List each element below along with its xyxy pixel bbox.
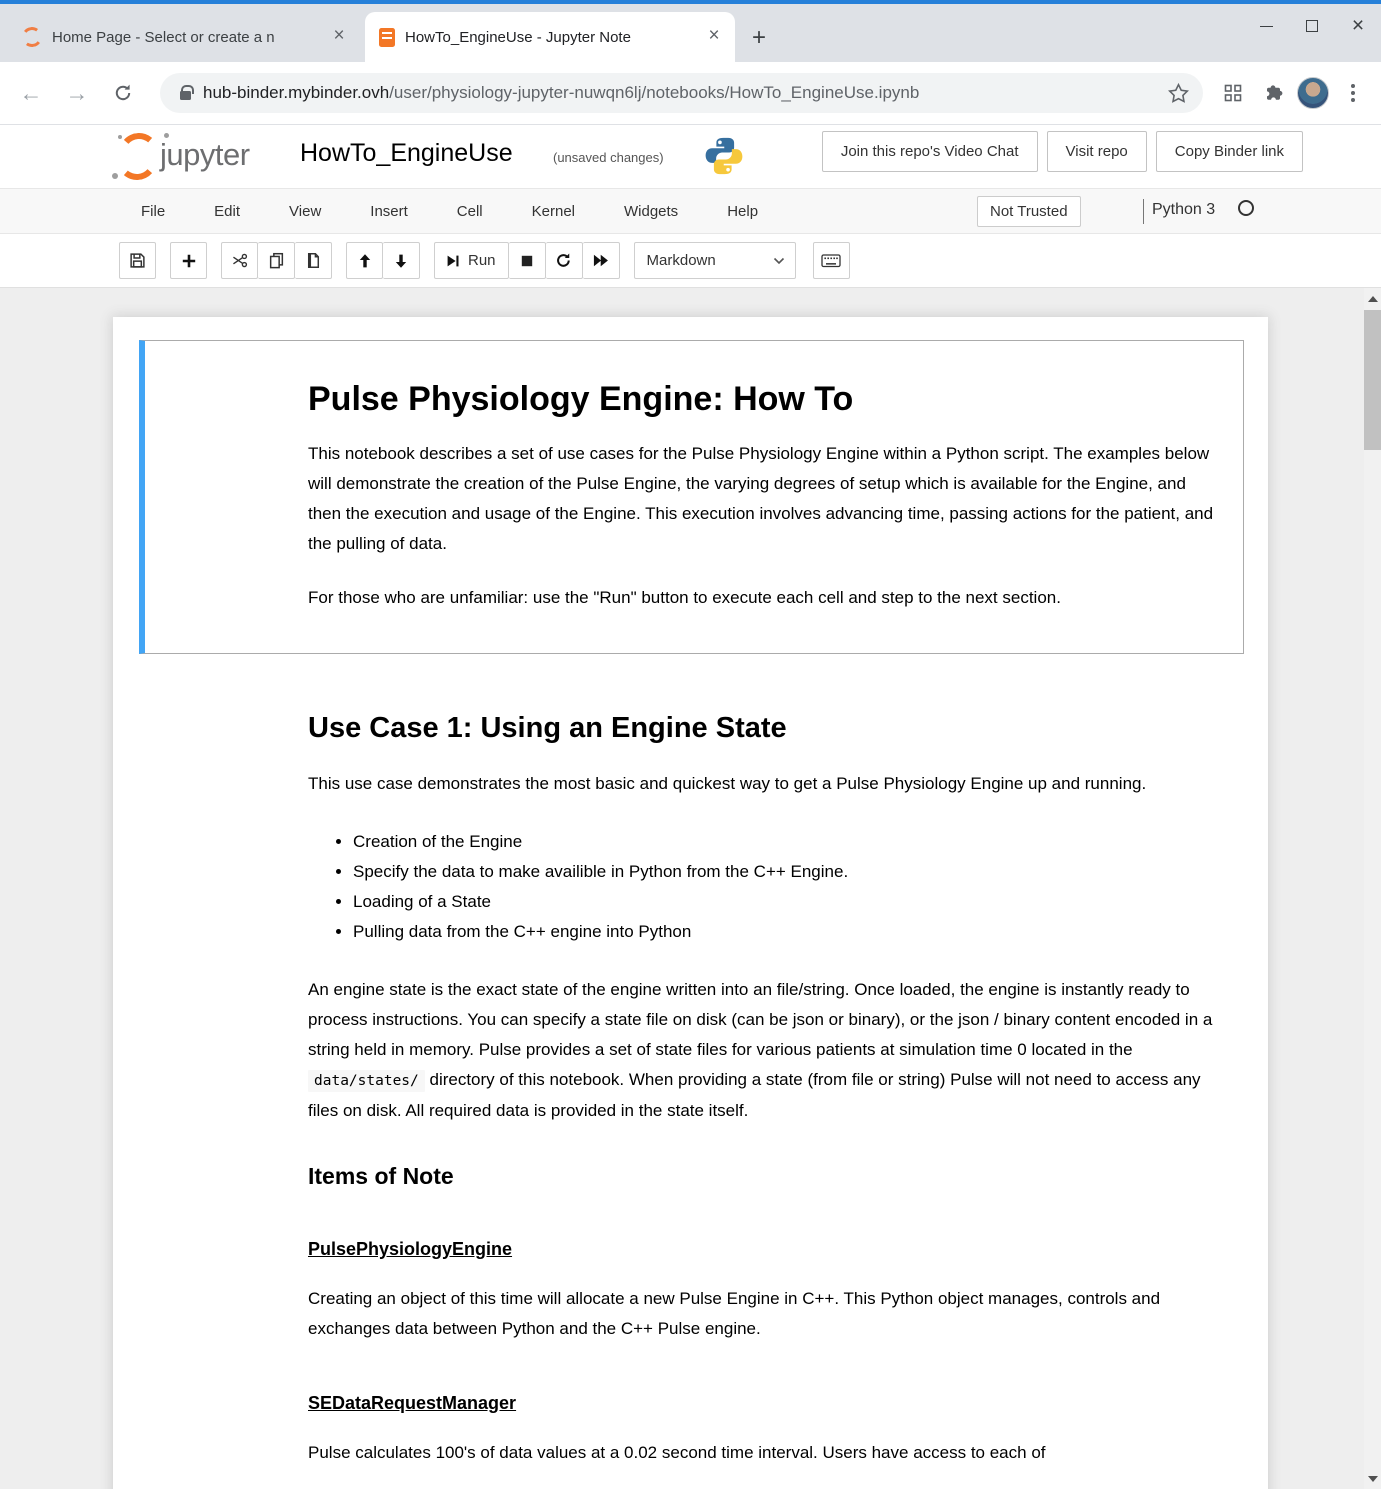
header-buttons [822, 131, 1303, 172]
forward-button[interactable] [57, 73, 97, 113]
move-cell-up-button[interactable] [346, 242, 383, 279]
run-button[interactable]: Run [434, 242, 509, 279]
tab-home-page[interactable] [8, 12, 360, 62]
address-bar[interactable] [160, 73, 1203, 113]
tab-notebook[interactable] [365, 12, 735, 62]
menu-edit[interactable]: Edit [214, 202, 241, 220]
cut-icon [231, 252, 248, 269]
item-heading: PulsePhysiologyEngine [308, 1239, 513, 1259]
extension-puzzle-icon [1263, 83, 1283, 103]
close-button[interactable] [1335, 4, 1381, 48]
tab-close-icon[interactable]: × [333, 25, 345, 46]
paragraph: Creating an object of this time will allocate a new Pulse Engine in C++. This Python object manages, controls and exchanges data between Python and the C++ Pulse engine. [308, 1289, 1161, 1338]
apps-grid-icon [1223, 83, 1243, 103]
scroll-down-icon [1368, 1476, 1378, 1482]
apps-grid-button[interactable] [1213, 73, 1253, 113]
copy-icon [268, 252, 285, 269]
back-icon: ← [19, 79, 43, 106]
notebook-h1: Pulse Physiology Engine: How To [308, 380, 854, 418]
notebook-title[interactable]: HowTo_EngineUse [300, 139, 513, 167]
paragraph: For those who are unfamiliar: use the "Run" button to execute each cell and step to the next section. [308, 588, 1061, 607]
tab-title: Home Page - Select or create a n [52, 29, 322, 46]
visit-repo-button[interactable]: Visit repo [1047, 131, 1147, 172]
move-cell-down-button[interactable] [383, 242, 420, 279]
save-icon [129, 252, 146, 269]
menu-kernel[interactable]: Kernel [531, 202, 575, 220]
rendered-markdown [145, 341, 1243, 653]
save-button[interactable] [119, 242, 156, 279]
command-palette-button[interactable] [813, 242, 850, 279]
notebook-toolbar [0, 234, 1381, 288]
menu-dots-icon [1351, 84, 1355, 102]
jupyter-wordmark[interactable]: jupyter [160, 137, 250, 172]
markdown-cell-intro[interactable] [139, 340, 1244, 654]
section-heading: Use Case 1: Using an Engine State [308, 712, 787, 744]
menu-help[interactable]: Help [727, 202, 759, 220]
not-trusted-button[interactable]: Not Trusted [977, 196, 1081, 227]
kernel-status-icon [1238, 200, 1254, 216]
browser-toolbar [0, 62, 1381, 125]
notebook-area [0, 288, 1381, 1489]
profile-avatar [1297, 77, 1329, 109]
paragraph: Pulse calculates 100's of data values at a 0.02 second time interval. Users have access to each of [308, 1443, 1046, 1462]
keyboard-icon [821, 252, 841, 269]
paragraph: This use case demonstrates the most basic and quickest way to get a Pulse Physiology Engine up and running. [308, 774, 1147, 793]
scroll-up-icon [1368, 296, 1378, 302]
chevron-down-icon [773, 257, 785, 265]
browser-menu-button[interactable] [1333, 73, 1373, 113]
inline-code: data/states/ [308, 1070, 425, 1092]
lock-icon[interactable] [180, 91, 191, 100]
list-item: • Loading of a State [353, 887, 1223, 917]
interrupt-kernel-button[interactable] [509, 242, 546, 279]
maximize-icon [1306, 20, 1318, 32]
bookmark-star-button[interactable] [1168, 83, 1189, 104]
paragraph: This notebook describes a set of use cases for the Pulse Physiology Engine within a Python script. The examples below will demonstrate the creation of the Pulse Engine, the varying degrees of setup which is available for the Engine, and then the execution and usage of the Engine. This execution involves advancing time, passing actions for the patient, and the pulling of data. [308, 444, 1214, 553]
menu-insert[interactable]: Insert [370, 202, 408, 220]
forward-icon: → [65, 79, 89, 106]
reload-icon [113, 83, 133, 103]
paste-cell-button[interactable] [295, 242, 332, 279]
run-all-icon [592, 252, 609, 269]
tab-strip [0, 4, 1381, 62]
save-status: (unsaved changes) [553, 150, 664, 165]
notebook-favicon-icon [379, 28, 395, 47]
copy-cell-button[interactable] [258, 242, 295, 279]
run-icon [445, 253, 461, 269]
restart-kernel-button[interactable] [546, 242, 583, 279]
tab-close-icon[interactable]: × [708, 25, 720, 46]
menu-view[interactable]: View [289, 202, 322, 220]
move-down-icon [393, 253, 409, 269]
page-scrollbar[interactable] [1364, 288, 1381, 1489]
subsection-heading: Items of Note [308, 1163, 454, 1189]
paragraph: An engine state is the exact state of the engine written into an file/string. Once loaded, the engine is instantly ready to process instructions. You can specify a state file on disk (can be json or binary), or the json / binary content encoded in a string held in memory. Pulse provides a set of state files for various patients at simulation time 0 located in the data/states/ directory of this notebook. When providing a state (from file or string) Pulse will not need to access any files on disk. All required data is provided in the state itself. [308, 980, 1213, 1120]
new-tab-button[interactable]: + [751, 24, 766, 51]
list-item: • Pulling data from the C++ engine into Python [353, 917, 1223, 947]
menu-widgets[interactable]: Widgets [624, 202, 679, 220]
jupyter-header [0, 125, 1381, 188]
move-up-icon [357, 253, 373, 269]
browser-actions [1213, 73, 1373, 113]
star-icon [1168, 83, 1189, 104]
tab-title: HowTo_EngineUse - Jupyter Note [405, 29, 697, 46]
list-item: • Creation of the Engine [353, 827, 1223, 857]
scroll-down-button[interactable] [1364, 1470, 1381, 1487]
maximize-button[interactable] [1289, 4, 1335, 48]
back-button[interactable] [11, 73, 51, 113]
notebook-page [113, 317, 1268, 1489]
close-icon: × [1351, 14, 1365, 37]
reload-button[interactable] [103, 73, 143, 113]
kernel-name: Python 3 [1152, 201, 1216, 218]
restart-icon [555, 252, 572, 269]
markdown-cell-use-case-1[interactable] [139, 668, 1244, 1489]
minimize-button[interactable] [1243, 4, 1289, 48]
extensions-button[interactable] [1253, 73, 1293, 113]
menu-file[interactable]: File [141, 202, 166, 220]
list-item: • Specify the data to make availible in Python from the C++ Engine. [353, 857, 1223, 887]
cell-type-select[interactable]: Markdown [634, 242, 796, 279]
rendered-markdown [145, 669, 1243, 1489]
notebook-menubar [0, 188, 1381, 234]
restart-run-all-button[interactable] [583, 242, 620, 279]
item-heading: SEDataRequestManager [308, 1393, 517, 1413]
url-text[interactable]: hub-binder.mybinder.ovh/user/physiology-jupyter-nuwqn6lj/notebooks/HowTo_EngineUse.ipynb [203, 83, 920, 102]
add-cell-icon [181, 253, 197, 269]
add-cell-button[interactable] [170, 242, 207, 279]
copy-binder-link-button[interactable]: Copy Binder link [1156, 131, 1303, 172]
kernel-divider [1143, 199, 1144, 224]
menu-cell[interactable]: Cell [456, 202, 483, 220]
bullet-list [308, 827, 1223, 947]
profile-button[interactable] [1293, 73, 1333, 113]
paste-icon [305, 252, 322, 269]
binder-favicon-icon [21, 26, 44, 49]
scrollbar-thumb[interactable] [1364, 310, 1381, 450]
cut-cell-button[interactable] [221, 242, 258, 279]
stop-icon [519, 253, 535, 269]
window-controls [1243, 4, 1381, 48]
scroll-up-button[interactable] [1364, 290, 1381, 307]
python-logo-icon [703, 135, 745, 177]
video-chat-button[interactable]: Join this repo's Video Chat [822, 131, 1038, 172]
minimize-icon [1260, 26, 1273, 27]
